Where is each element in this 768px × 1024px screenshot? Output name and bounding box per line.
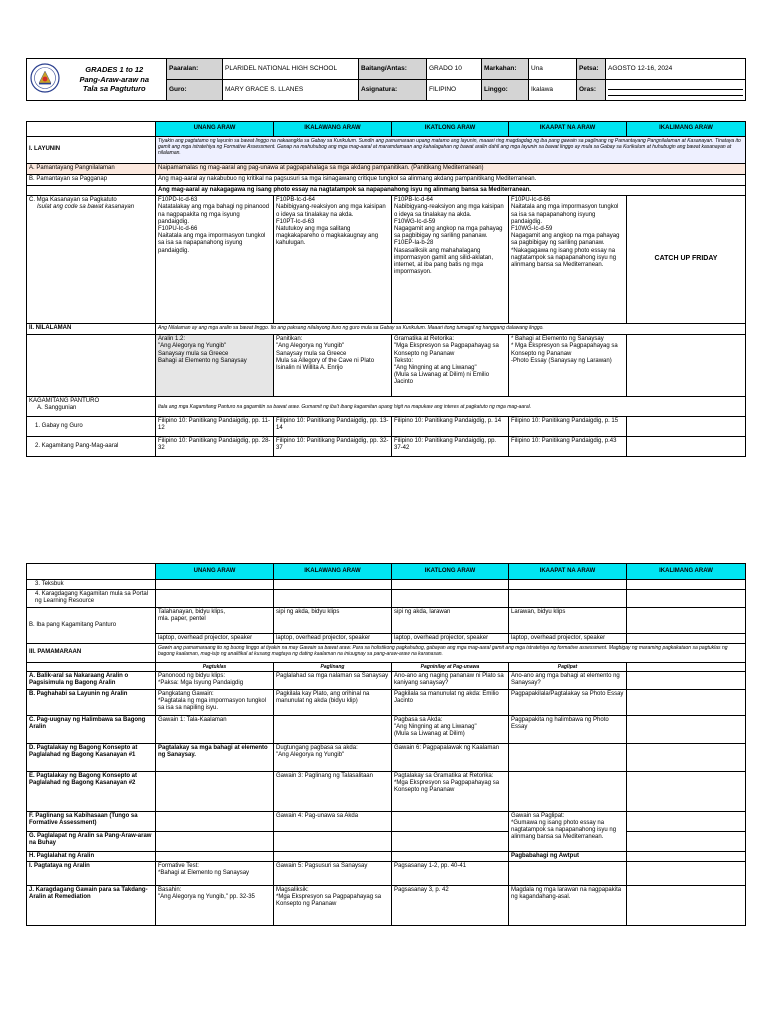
paglalapat-label: G. Paglalapat ng Aralin sa Pang-Araw-araw na Buhay (27, 831, 156, 851)
markahan-label: Markahan: (482, 59, 529, 80)
pagtataya-day-3: Pagsasanay 1-2, pp. 40-41 (392, 861, 509, 885)
kasanayan-day-1: F10PD-Ic-d-63 Natatalakay ang mga bahagi ng pinanood na nagpapakita ng mga isyung pandaigdig. F10PU-Ic-d-66 Naitatala ang mga impormasyon tungkol sa isa sa napapanahong isyung pandaigdig. (156, 196, 274, 324)
gabay-guro-day-2: Filipino 10: Panitikang Pandaigdig, pp. 13-14 (274, 417, 392, 437)
paaralan-value: PLARIDEL NATIONAL HIGH SCHOOL (223, 59, 359, 80)
pamantayan-pagganap-label: B. Pamantayan sa Pagganap (27, 175, 156, 186)
pagtalakay-1-label: D. Pagtalakay ng Bagong Konsepto at Paglalahad ng Bagong Kasanayan #1 (27, 743, 156, 771)
gabay-guro-day-1: Filipino 10: Panitikang Pandaigdig, pp. 11-12 (156, 417, 274, 437)
kasanayan-day-2: F10PB-Ic-d-64 Nabibigyang-reaksiyon ang mga kaisipan o ideya sa tinalakay na akda. F10PT-Ic-d-63 Natutukoy ang mga salitang magkakapareho o magkakaugnay ang kahulugan. (274, 196, 392, 324)
header-table (26, 58, 746, 101)
takdang-aralin-day-1: Basahin: "Ang Alegorya ng Yungib," pp. 32-35 (156, 885, 274, 925)
day-header-p2-4: IKAAPAT NA ARAW (509, 564, 627, 580)
kagamitang-mag-aaral-day-3: Filipino 10: Panitikang Pandaigdig, pp. 37-42 (392, 437, 509, 457)
paglinang-day-3 (392, 811, 509, 831)
pag-uugnay-day-3: Pagbasa sa Akda: "Ang Ningning at ang Liwanag" (Mula sa Liwanag at Dilim) (392, 715, 509, 743)
paglalapat-day-5 (627, 831, 746, 851)
guro-value: MARY GRACE S. LLANES (223, 80, 359, 101)
guro-label: Guro: (167, 80, 223, 101)
linggo-label: Linggo: (482, 80, 529, 101)
teksbuk-label: 3. Teksbuk (27, 580, 156, 590)
deped-seal-cell (27, 59, 63, 101)
kagamitang-mag-aaral-day-4: Filipino 10: Panitikang Pandaigdig, p.43 (509, 437, 627, 457)
pagtataya-label: I. Pagtataya ng Aralin (27, 861, 156, 885)
dll-table-page-2 (26, 563, 746, 926)
pamantayang-pangnilalaman-text: Naipamamalas ng mag-aaral ang pag-unawa at pagpapahalaga sa mga akdang pampanitikan. (Panitikang Mediterranean) (156, 164, 746, 175)
takdang-aralin-day-5 (627, 885, 746, 925)
balik-aral-day-1: Panonood ng bidyu klips: *Paksa: Mga Isyung Pandaigdig (156, 671, 274, 689)
equip-day-4: laptop, overhead projector, speaker (509, 633, 627, 643)
title-line-3: Tala sa Pagtuturo (82, 84, 146, 94)
takdang-aralin-day-4: Magdala ng mga larawan na nagpapakita ng kagandahang-asal. (509, 885, 627, 925)
corner-cell-2 (27, 564, 156, 580)
balik-aral-day-2: Paglalahad sa mga nalaman sa Sanaysay (274, 671, 392, 689)
kagamitang-label: KAGAMITANG PANTURO (29, 398, 100, 405)
title-line-2: Pang-Araw-araw na (79, 74, 150, 84)
kagamitang-mag-aaral-label: 2. Kagamitang Pang-Mag-aaral (27, 437, 156, 457)
oras-line-2 (608, 90, 743, 96)
phase-day-3: Pagninilay at Pag-unawa (392, 662, 509, 671)
portal-day-1 (156, 590, 274, 607)
gabay-guro-label: 1. Gabay ng Guro (27, 417, 156, 437)
layunin-instructions: Tiyakin ang pagtatamo ng layunin sa bawat linggo na nakaangkla sa Gabay sa Kurikulum. Sundin ang pamamaraan upang matamo ang layunin, maaari ring magdagdag ng iba pang gawain sa paglinang ng Pamantayang Pangnilalaman at Kasanayan. Tinataya ito gamit ang mga istratehiya ng Formative Assessment. Ganap na mahuhubog ang mga mag-aaral at maramdamaan ang kahalagahan ng bawat aralin dahil ang mga layunin sa bawat linggo ay mula sa Gabay sa Kurikulum at huhubugin ang bawat kasanayan at nilalaman. (156, 137, 746, 164)
oras-value (606, 80, 746, 101)
form-title (63, 59, 167, 101)
sanggunian-label: A. Sanggunian (37, 405, 77, 412)
kagamitang-mag-aaral-day-2: Filipino 10: Panitikang Pandaigdig, pp. 32-37 (274, 437, 392, 457)
kagamitang-mag-aaral-day-5 (627, 437, 746, 457)
pagtalakay-1-day-2: Dugtungang pagbasa sa akda: "Ang Alegorya ng Yungib" (274, 743, 392, 771)
portal-day-5 (627, 590, 746, 607)
pagtalakay-1-day-3: Gawain 6: Pagpapalawak ng Kaalaman (392, 743, 509, 771)
pagtataya-day-2: Gawain 5: Pagsusuri sa Sanaysay (274, 861, 392, 885)
gabay-guro-day-5 (627, 417, 746, 437)
kasanayan-label: C. Mga Kasanayan sa Pagkatuto (29, 197, 117, 204)
paglinang-day-1 (156, 811, 274, 831)
paglalahat-day-5 (627, 851, 746, 861)
day-header-5: IKALIMANG ARAW (627, 122, 746, 137)
paglalahat-day-1 (156, 851, 274, 861)
pamantayang-pangnilalaman-label: A. Pamantayang Pangnilalaman (27, 164, 156, 175)
markahan-value: Una (529, 59, 577, 80)
portal-day-4 (509, 590, 627, 607)
iba-day-1: Talahanayan, bidyu klips, mla. paper, pentel (156, 607, 274, 633)
takdang-aralin-label: J. Karagdagang Gawain para sa Takdang-Aralin at Remediation (27, 885, 156, 925)
paghahabi-day-5 (627, 689, 746, 715)
pagtataya-day-5 (627, 861, 746, 885)
pamantayan-pagganap-text-2: Ang mag-aaral ay nakagagawa ng isang photo essay na nagtatampok sa napapanahong isyu ng alinmang bansa sa Mediterranean. (156, 186, 746, 196)
kasanayan-label-cell (27, 196, 156, 324)
pagtalakay-2-day-4 (509, 771, 627, 811)
pag-uugnay-day-4: Pagpapakita ng halimbawa ng Photo Essay (509, 715, 627, 743)
nilalaman-label: II. NILALAMAN (27, 324, 156, 335)
balik-aral-label: A. Balik-aral sa Nakaraang Aralin o Pagsisimula ng Bagong Aralin (27, 671, 156, 689)
takdang-aralin-day-3: Pagsasanay 3, p. 42 (392, 885, 509, 925)
paglalapat-day-1 (156, 831, 274, 851)
pamantayan-pagganap-spacer (27, 186, 156, 196)
pagtalakay-1-day-5 (627, 743, 746, 771)
equip-day-3: laptop, overhead projector, speaker (392, 633, 509, 643)
paglalapat-day-3 (392, 831, 509, 851)
layunin-label: I. LAYUNIN (27, 137, 156, 164)
kasanayan-day-4: F10PU-Ic-d-66 Naitatala ang mga impormasyon tungkol sa isa sa napapanahong isyung pandaigdig. F10WG-Ic-d-59 Nagagamit ang angkop na mga pahayag sa pagbibigay ng sariling pananaw. *Nakagagawa ng isang photo essay na nagtatampok sa napapanahong isyu ng alinmang bansa sa Mediterranean. (509, 196, 627, 324)
pag-uugnay-day-1: Gawain 1: Tala-Kaalaman (156, 715, 274, 743)
paghahabi-label: B. Paghahabi sa Layunin ng Aralin (27, 689, 156, 715)
day-header-1: UNANG ARAW (156, 122, 274, 137)
nilalaman-day-3: Gramatika at Retorika: "Mga Ekspresyon sa Pagpapahayag sa Konsepto ng Pananaw Teksto: "Ang Ningning at ang Liwanag" (Mula sa Liwanag at Dilim) ni Emilio Jacinto (392, 335, 509, 397)
nilalaman-day-4: * Bahagi at Elemento ng Sanaysay * Mga Ekspresyon sa Pagpapahayag sa Konsepto ng Pananaw -Photo Essay (Sanaysay ng Larawan) (509, 335, 627, 397)
day-header-p2-2: IKALAWANG ARAW (274, 564, 392, 580)
catch-up-friday: CATCH UP FRIDAY (627, 196, 746, 324)
phase-day-1: Pagtuklas (156, 662, 274, 671)
gabay-guro-day-3: Filipino 10: Panitikang Pandaigdig, p. 14 (392, 417, 509, 437)
petsa-value: AGOSTO 12-16, 2024 (606, 59, 746, 80)
pag-uugnay-label: C. Pag-uugnay ng Halimbawa sa Bagong Aralin (27, 715, 156, 743)
day-header-3: IKATLONG ARAW (392, 122, 509, 137)
teksbuk-day-5 (627, 580, 746, 590)
pagtalakay-1-day-1: Pagtalakay sa mga bahagi at elemento ng Sanaysay. (156, 743, 274, 771)
equip-day-5 (627, 633, 746, 643)
pagtataya-day-4 (509, 861, 627, 885)
title-line-1: GRADES 1 to 12 (85, 65, 144, 75)
day-header-4: IKAAPAT NA ARAW (509, 122, 627, 137)
nilalaman-spacer (27, 335, 156, 397)
day-header-p2-3: IKATLONG ARAW (392, 564, 509, 580)
paghahabi-day-1: Pangkatang Gawain: *Pagtatala ng mga impormasyon tungkol sa isa sa napiling isyu. (156, 689, 274, 715)
phase-day-2: Paglinang (274, 662, 392, 671)
day-header-2: IKALAWANG ARAW (274, 122, 392, 137)
kagamitang-mag-aaral-day-1: Filipino 10: Panitikang Pandaigdig, pp. 28-32 (156, 437, 274, 457)
day-header-p2-1: UNANG ARAW (156, 564, 274, 580)
pag-uugnay-day-2 (274, 715, 392, 743)
pagtalakay-2-day-2: Gawain 3: Paglinang ng Talasalitaan (274, 771, 392, 811)
balik-aral-day-3: Ano-ano ang naging pananaw ni Plato sa kaniyang sanaysay? (392, 671, 509, 689)
nilalaman-day-5 (627, 335, 746, 397)
paghahabi-day-3: Pagkilala sa manunulat ng akda: Emilio Jacinto (392, 689, 509, 715)
paglalapat-day-2 (274, 831, 392, 851)
petsa-label: Petsa: (577, 59, 606, 80)
kasanayan-day-3: F10PB-Ic-d-64 Nabibigyang-reaksiyon ang mga kaisipan o ideya sa tinalakay na akda. F10WG-Ic-d-59 Nagagamit ang angkop na mga pahayag sa pagbibigay ng sariling pananaw. F10EP-Ia-b-28 Nasasaliksik ang mahahalagang impormasyon gamit ang silid-aklatan, internet, at iba pang batis ng mga impormasyon. (392, 196, 509, 324)
asignatura-value: FILIPINO (427, 80, 482, 101)
pagtalakay-2-day-5 (627, 771, 746, 811)
nilalaman-day-1: Aralin 1.2: "Ang Alegorya ng Yungib" Sanaysay mula sa Greece Bahagi at Elemento ng Sanaysay (156, 335, 274, 397)
pagtalakay-2-day-1 (156, 771, 274, 811)
paglinang-day-5 (627, 811, 746, 831)
pagtalakay-1-day-4 (509, 743, 627, 771)
iba-day-4: Larawan, bidyu klips (509, 607, 627, 633)
pagtataya-day-1: Formative Test: *Bahagi at Elemento ng Sanaysay (156, 861, 274, 885)
phase-day-5 (627, 662, 746, 671)
paglinang-label: F. Paglinang sa Kabihasaan (Tungo sa Formative Assessment) (27, 811, 156, 831)
iba-day-3: sipi ng akda, larawan (392, 607, 509, 633)
balik-aral-day-5 (627, 671, 746, 689)
pagtalakay-2-day-3: Pagtalakay sa Gramatika at Retorika: *Mga Ekspresyon sa Pagpapahayag sa Konsepto ng Pananaw (392, 771, 509, 811)
pagtalakay-2-label: E. Pagtalakay ng Bagong Konsepto at Paglalahad ng Bagong Kasanayan #2 (27, 771, 156, 811)
paglalahat-label: H. Paglalahat ng Aralin (27, 851, 156, 861)
oras-label: Oras: (577, 80, 606, 101)
balik-aral-day-4: Ano-ano ang mga bahagi at elemento ng Sanaysay? (509, 671, 627, 689)
paghahabi-day-2: Pagkilala kay Plato, ang orihinal na manunulat ng akda (bidyu klip) (274, 689, 392, 715)
corner-cell (27, 122, 156, 137)
asignatura-label: Asignatura: (359, 80, 427, 101)
linggo-value: Ikalawa (529, 80, 577, 101)
pamamaraan-label: III. PAMAMARAAN (27, 643, 156, 662)
dll-table-page-1 (26, 121, 746, 457)
paaralan-label: Paaralan: (167, 59, 223, 80)
teksbuk-day-1 (156, 580, 274, 590)
pamantayan-pagganap-text: Ang mag-aaral ay nakabubuo ng kritikal na pagsusuri sa mga isinagawang critique tungkol sa alinmang akdang pampanitikang Mediterranean. (156, 175, 746, 186)
paghahabi-day-4: Pagpapakilala/Pagtalakay sa Photo Essay (509, 689, 627, 715)
teksbuk-day-2 (274, 580, 392, 590)
teksbuk-day-3 (392, 580, 509, 590)
teksbuk-day-4 (509, 580, 627, 590)
paglalahat-day-4: Pagbabahagi ng Awtput (509, 851, 627, 861)
deped-seal-icon (30, 63, 60, 93)
baitang-label: Baitang/Antas: (359, 59, 427, 80)
portal-day-3 (392, 590, 509, 607)
iba-day-2: sipi ng akda, bidyu klips (274, 607, 392, 633)
gabay-guro-day-4: Filipino 10: Panitikang Pandaigdig, p. 15 (509, 417, 627, 437)
nilalaman-day-2: Panitikan: "Ang Alegorya ng Yungib" Sanaysay mula sa Greece Mula sa Allegory of the Cave ni Plato Isinalin ni Willita A. Enrijo (274, 335, 392, 397)
paglinang-day-2: Gawain 4: Pag-unawa sa Akda (274, 811, 392, 831)
equip-day-2: laptop, overhead projector, speaker (274, 633, 392, 643)
equip-day-1: laptop, overhead projector, speaker (156, 633, 274, 643)
iba-day-5 (627, 607, 746, 633)
pag-uugnay-day-5 (627, 715, 746, 743)
phase-spacer (27, 662, 156, 671)
phase-day-4: Paglipat (509, 662, 627, 671)
nilalaman-instructions: Ang Nilalaman ay ang mga aralin sa bawat linggo. Ito ang paksang nilalayong ituro ng guro mula sa Gabay sa Kurikulum. Maaari itong tumagal ng hanggang dalawang linggo. (156, 324, 746, 335)
portal-label: 4. Karagdagang Kagamitan mula sa Portal ng Learning Resource (27, 590, 156, 607)
iba-pang-kagamitan-label: B. Iba pang Kagamitang Panturo (27, 607, 156, 643)
baitang-value: GRADO 10 (427, 59, 482, 80)
kasanayan-sub: Isulat ang code sa bawat kasanayan (37, 204, 135, 211)
kagamitang-instructions: Itala ang mga Kagamitang Panturo na gagamitin sa bawat araw. Gumamit ng iba't ibang kagamitan upang higit na mapukaw ang interes at pagkatuto ng mga mag-aaral. (156, 397, 746, 417)
paglalahat-day-2 (274, 851, 392, 861)
paglinang-day-4: Gawain sa Paglipat: *Gumawa ng isang photo essay na nagtatampok sa napapanahong isyu ng alinmang bansa sa Mediterranean. (509, 811, 627, 851)
kagamitang-label-cell (27, 397, 156, 417)
pamamaraan-instructions: Gawin ang pamamaraang ito ng buong linggo at tiyakin na may Gawain sa bawat araw. Para sa holistikong pagkahubog, gabayan ang mga mag-aaral gamit ang mga istratehiya ng formative assessment. Magbigay ng maraming pagkakataon sa pagtuklas ng bagong kaalaman, mag-isip ng analitikal at kusang magtaya ng dating kaalaman na iniuugnay sa pang-araw-araw na karanasan. (156, 643, 746, 662)
day-header-p2-5: IKALIMANG ARAW (627, 564, 746, 580)
takdang-aralin-day-2: Magsaliksik: *Mga Ekspresyon sa Pagpapahayag sa Konsepto ng Pananaw (274, 885, 392, 925)
portal-day-2 (274, 590, 392, 607)
paglalahat-day-3 (392, 851, 509, 861)
